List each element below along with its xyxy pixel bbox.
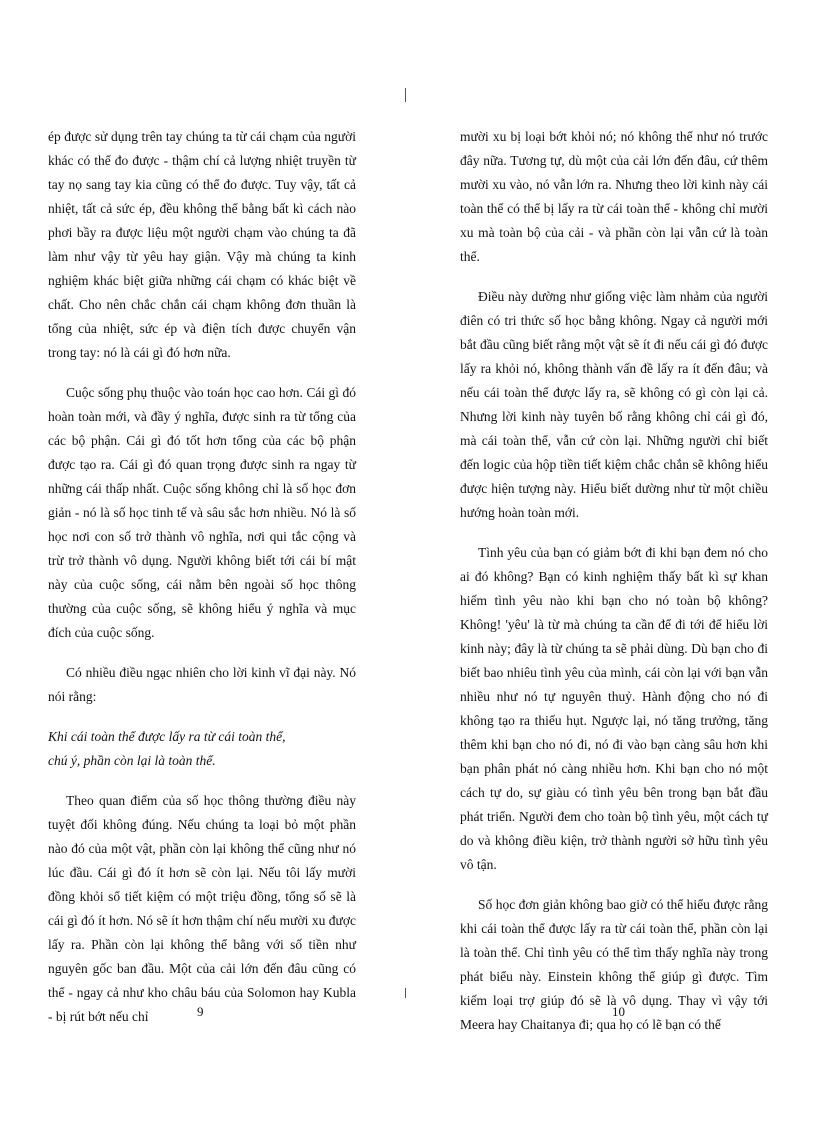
quote-line: Khi cái toàn thể được lấy ra từ cái toàn thể,	[48, 729, 286, 744]
paragraph: Cuộc sống phụ thuộc vào toán học cao hơn. Cái gì đó hoàn toàn mới, và đầy ý nghĩa, được sinh ra từ tổng của các bộ phận. Cái gì đó tốt hơn tổng của các bộ phận được tạo ra. Cái gì đó quan trọng được sinh ra ngay từ những cái thấp nhất. Cuộc sống không chỉ là số học đơn giản - nó là số học tinh tế và sâu sắc hơn nhiều. Nó là số học nơi con số trở thành vô nghĩa, nơi qui tắc cộng và trừ trở thành vô dụng. Người không biết tới cái bí mật này của cuộc sống, cái nằm bên ngoài số học thông thường của cuộc sống, sẽ không hiểu ý nghĩa và mục đích của cuộc sống.	[48, 385, 356, 640]
page-number-left: 9	[197, 1004, 204, 1019]
paragraph: Tình yêu của bạn có giảm bớt đi khi bạn đem nó cho ai đó không? Bạn có kinh nghiệm thấy bất kì sự khan hiếm tình yêu nào khi bạn cho nó toàn bộ không? Không! 'yêu' là từ mà chúng ta cần để đi tới để hiểu lời kinh này; đây là từ chúng ta sẽ phải dùng. Dù bạn cho đi biết bao nhiêu tình yêu của mình, cái còn lại với bạn vẫn nhiều như nó tự nguyên thuỷ. Hành động cho nó đi không tạo ra thiếu hụt. Ngược lại, nó tăng trưởng, tăng thêm khi bạn cho nó đi, nó đi vào bạn càng sâu hơn khi bạn phân phát nó càng nhiều hơn. Khi bạn cho nó một cách tự do, sự giàu có tình yêu bên trong bạn bắt đầu phát triển. Người đem cho toàn bộ tình yêu, một cách tự do và không điều kiện, trở thành người sở hữu tình yêu vô tận.	[460, 545, 768, 872]
center-crease-mark-top	[405, 88, 406, 102]
paragraph: Điều này dường như giống việc làm nhảm của người điên có tri thức số học bằng không. Ngay cả người mới bắt đầu cũng biết rằng một vật sẽ ít đi nếu cái gì đó được lấy ra khỏi nó, không thành vấn đề lấy ra ít đến đâu; và nếu cái toàn thể được lấy ra, sẽ không có gì còn lại cả. Nhưng lời kinh này tuyên bố rằng không chỉ cái gì đó, mà cái toàn thể, vẫn cứ còn lại. Những người chỉ biết đến logic của hộp tiền tiết kiệm chắc chắn sẽ không hiểu được hiện tượng này. Hiểu biết dường như từ một chiều hướng hoàn toàn mới.	[460, 289, 768, 520]
center-crease-mark-bottom	[405, 988, 406, 998]
paragraph: Theo quan điểm của số học thông thường điều này tuyệt đối không đúng. Nếu chúng ta loại bỏ một phần nào đó của một vật, phần còn lại không thể cũng như nó lúc đầu. Cái gì đó ít hơn sẽ còn lại. Nếu tôi lấy mười đồng khỏi sổ tiết kiệm có một triệu đồng, tổng số sẽ là cái gì đó ít hơn. Nó sẽ ít hơn thậm chí nếu mười xu được lấy ra. Phần còn lại không thể bằng với số tiền như nguyên gốc ban đầu. Một của cải lớn đến đâu cũng có thể - ngay cả như kho châu báu của Solomon hay Kubla - bị rút bớt nếu chỉ	[48, 793, 356, 1024]
paragraph: ép được sử dụng trên tay chúng ta từ cái chạm của người khác có thể đo được - thậm chí cả lượng nhiệt truyền từ tay nọ sang tay kia cũng có thể đo được. Tuy vậy, tất cả nhiệt, tất cả sức ép, đều không thể bằng bất kì cách nào phơi bầy ra được liệu một người chạm vào chúng ta đã làm như vậy từ yêu hay giận. Vậy mà chúng ta kinh nghiệm khác biệt giữa những cái chạm có khác biệt về chất. Cho nên chắc chắn cái chạm không đơn thuần là tổng của nhiệt, sức ép và điện tích được chuyển vận trong tay: nó là cái gì đó hơn nữa.	[48, 129, 356, 360]
page-number-right: 10	[612, 1004, 625, 1019]
quote-line: chú ý, phần còn lại là toàn thể.	[48, 753, 216, 768]
left-page	[48, 125, 356, 1045]
paragraph: Có nhiều điều ngạc nhiên cho lời kinh vĩ đại này. Nó nói rằng:	[48, 665, 356, 704]
paragraph: mười xu bị loại bớt khỏi nó; nó không thể như nó trước đây nữa. Tương tự, dù một của cải lớn đến đâu, cứ thêm mười xu vào, nó vẫn lớn ra. Nhưng theo lời kinh này cái toàn thể có thể bị lấy ra từ cái toàn thể - không chỉ mười xu mà toàn bộ của cải - và phần còn lại vẫn cứ là toàn thể.	[460, 129, 768, 264]
sutra-quote	[48, 725, 356, 773]
paragraph: Số học đơn giản không bao giờ có thể hiểu được rằng khi cái toàn thể được lấy ra từ cái toàn thể, phần còn lại là toàn thể. Chỉ tình yêu có thể tìm thấy nghĩa này trong phát biểu này. Einstein không thể giúp gì được. Tìm kiếm loại trợ giúp đó sẽ là vô dụng. Thay vì vậy tới Meera hay Chaitanya đi; qua họ có lẽ bạn có thể	[460, 897, 768, 1032]
right-page	[460, 125, 768, 1053]
